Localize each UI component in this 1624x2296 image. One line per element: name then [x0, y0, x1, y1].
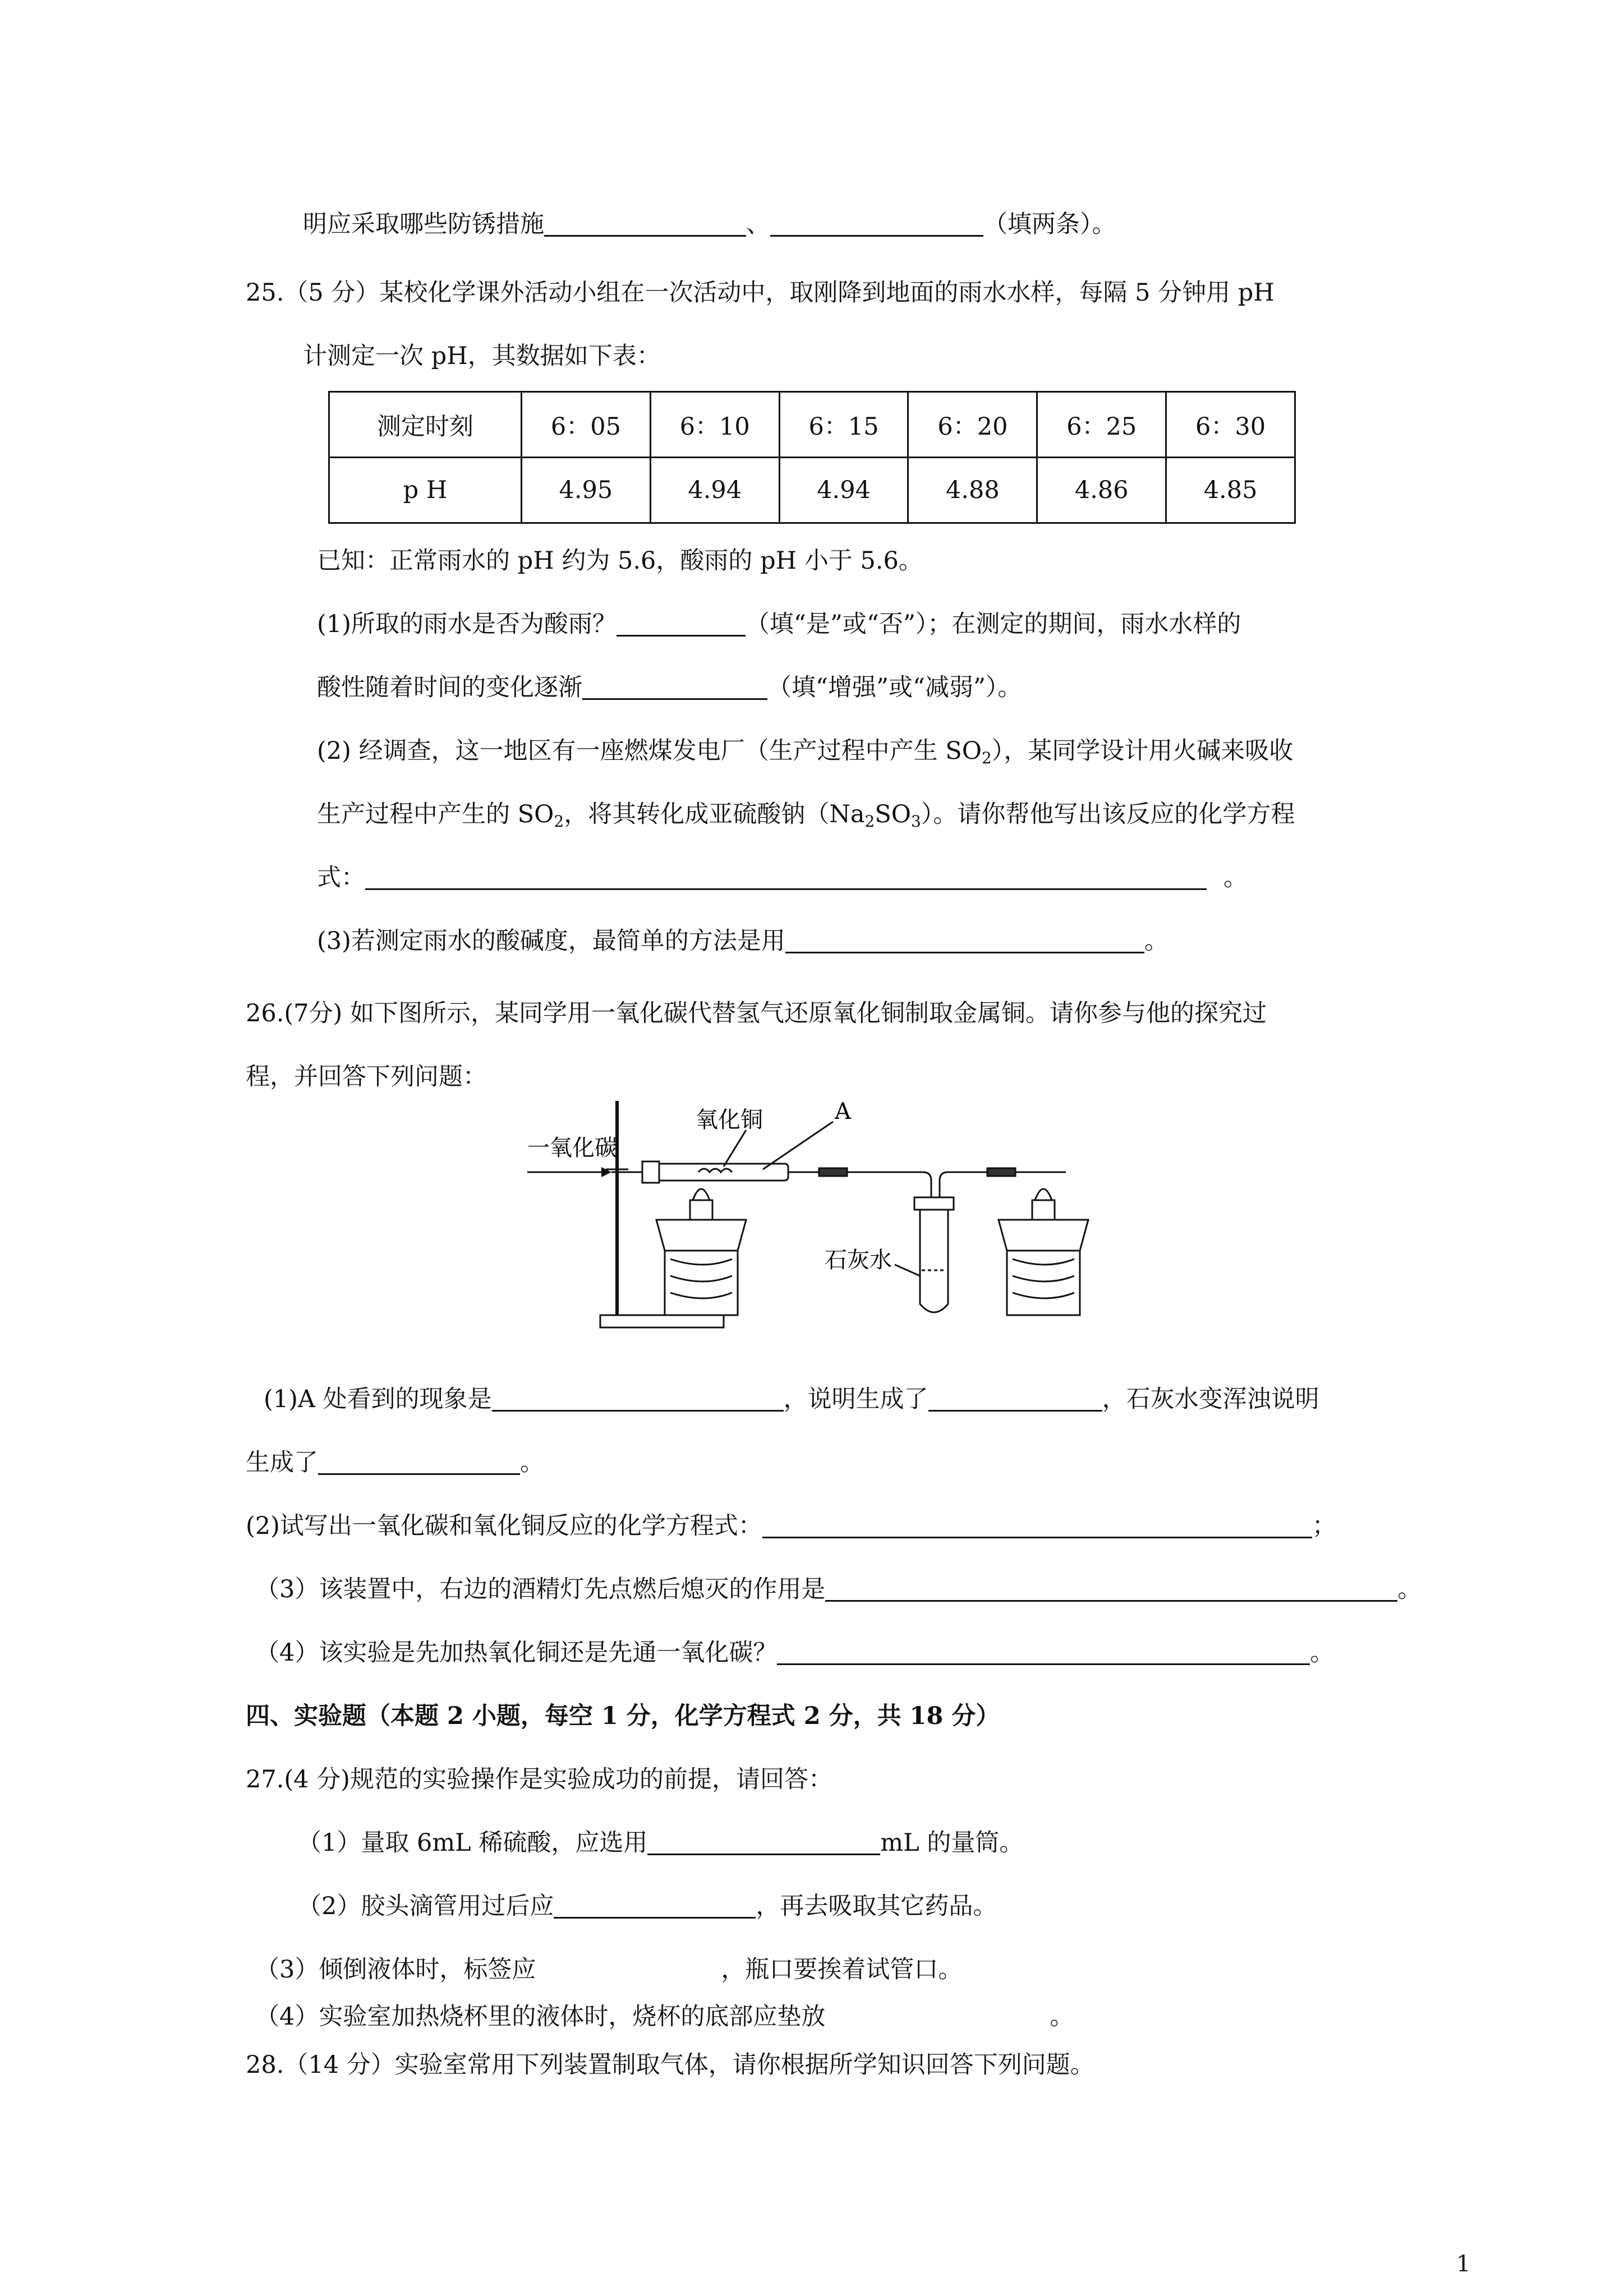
flame-right [1035, 1189, 1052, 1200]
lamp-wick-left [690, 1200, 712, 1220]
table-header-ph: p H [329, 458, 522, 523]
q27-part1: （1）量取 6mL 稀硫酸，应选用 mL 的量筒。 [297, 1829, 1024, 1857]
table-header-time: 测定时刻 [329, 392, 522, 458]
q26-part4: （4）该实验是先加热氧化铜还是先通一氧化碳？ 。 [255, 1639, 1335, 1667]
blank-26-6[interactable] [777, 1639, 1310, 1665]
q25-part1-line1: (1)所取的雨水是否为酸雨？ （填“是”或“否”）；在测定的期间，雨水水样的 [317, 610, 1241, 638]
tube-to-limewater [788, 1172, 931, 1203]
label-cuo: 氧化铜 [696, 1107, 763, 1133]
table-row [329, 458, 1295, 523]
q25-part2-line1: (2) 经调查，这一地区有一座燃煤发电厂（生产过程中产生 $SO_2$），某同学设计用火碱来吸收 [317, 737, 1294, 767]
table-cell: 6：10 [650, 392, 779, 458]
q24-tail-line: 明应采取哪些防锈措施 、 （填两条）。 [303, 210, 1116, 238]
q25-part2-line3: 式： 。 [317, 864, 1248, 892]
table-cell: 4.94 [650, 458, 779, 523]
q25-line1: 25.（5 分）某校化学课外活动小组在一次活动中，取刚降到地面的雨水水样，每隔 5 分钟用 pH [246, 279, 1275, 307]
blank-24-2[interactable] [770, 210, 983, 237]
test-tube [920, 1210, 948, 1312]
q25-known: 已知：正常雨水的 pH 约为 5.6，酸雨的 pH 小于 5.6。 [317, 547, 923, 575]
blank-27-3[interactable] [536, 1957, 721, 1982]
blank-27-2[interactable] [554, 1892, 756, 1919]
table-cell: 6：05 [522, 392, 651, 458]
blank-26-1[interactable] [492, 1385, 784, 1412]
ph-table [328, 391, 1296, 524]
flame-left [693, 1189, 710, 1200]
table-cell: 4.88 [908, 458, 1037, 523]
label-limewater: 石灰水 [825, 1247, 892, 1273]
q26-part1-line1: (1)A 处看到的现象是 ，说明生成了 ，石灰水变浑浊说明 [264, 1385, 1319, 1413]
blank-26-4[interactable] [762, 1512, 1312, 1538]
q26-part3: （3）该装置中，右边的酒精灯先点燃后熄灭的作用是 。 [255, 1575, 1422, 1603]
blank-26-3[interactable] [318, 1449, 520, 1475]
section-4-heading: 四、实验题（本题 2 小题，每空 1 分，化学方程式 2 分，共 18 分） [246, 1702, 1000, 1730]
table-cell: 4.95 [522, 458, 651, 523]
rubber-connector [819, 1168, 847, 1176]
table-cell: 6：25 [1037, 392, 1166, 458]
q25-line2: 计测定一次 pH，其数据如下表： [303, 342, 661, 370]
q25-part2-line2: 生产过程中产生的 $SO_2$，将其转化成亚硫酸钠$(Na_2SO_3)$。请你帮他写出该反应的化学方程 [317, 800, 1295, 831]
stopper [642, 1161, 659, 1183]
table-cell: 6：20 [908, 392, 1037, 458]
label-co: 一氧化碳 [527, 1135, 617, 1161]
blank-25-3[interactable] [365, 864, 1207, 890]
limewater-leader [895, 1265, 920, 1276]
test-tube-stopper [914, 1197, 954, 1210]
q25-part1-line2: 酸性随着时间的变化逐渐 （填“增强”或“减弱”）。 [317, 674, 1022, 702]
a-leader [763, 1122, 833, 1169]
q26-part1-line2: 生成了 。 [246, 1449, 544, 1477]
q26-part2: (2)试写出一氧化碳和氧化铜反应的化学方程式： ； [246, 1512, 1336, 1540]
q28-line1: 28.（14 分）实验室常用下列装置制取气体，请你根据所学知识回答下列问题。 [246, 2051, 1094, 2079]
stand-base [600, 1315, 724, 1327]
blank-27-1[interactable] [647, 1829, 880, 1855]
blank-25-2[interactable] [582, 674, 767, 700]
q26-line1: 26.(7分) 如下图所示，某同学用一氧化碳代替氢气还原氧化铜制取金属铜。请你参与他的探究过 [246, 999, 1267, 1027]
table-cell: 6：15 [779, 392, 908, 458]
q27-line1: 27.(4 分)规范的实验操作是实验成功的前提，请回答： [246, 1765, 832, 1794]
q27-part2: （2）胶头滴管用过后应 ，再去吸取其它药品。 [297, 1892, 997, 1920]
table-cell: 4.86 [1037, 458, 1166, 523]
blank-25-1[interactable] [617, 610, 746, 637]
blank-27-4[interactable] [825, 2004, 1050, 2029]
copper-oxide-powder [698, 1169, 732, 1172]
rubber-connector [987, 1168, 1015, 1176]
blank-26-2[interactable] [928, 1385, 1102, 1412]
table-cell: 4.94 [779, 458, 908, 523]
blank-25-4[interactable] [785, 927, 1144, 953]
alcohol-lamp-right [999, 1220, 1088, 1251]
q26-line2: 程，并回答下列问题： [246, 1063, 487, 1091]
blank-24-1[interactable] [544, 210, 746, 237]
q27-part4: （4）实验室加热烧杯里的液体时，烧杯的底部应垫放 。 [255, 2003, 1074, 2031]
table-cell: 6：30 [1166, 392, 1295, 458]
page-number: 1 [1456, 2251, 1471, 2277]
lamp-wick-right [1032, 1200, 1055, 1220]
table-row [329, 392, 1295, 458]
q27-part3: （3）倾倒液体时，标签应 ，瓶口要挨着试管口。 [255, 1956, 963, 1984]
blank-26-5[interactable] [825, 1575, 1397, 1602]
apparatus-figure [527, 1091, 1099, 1338]
cuo-leader [724, 1130, 746, 1167]
label-a: A [835, 1099, 851, 1124]
q25-part3: (3)若测定雨水的酸碱度，最简单的方法是用 。 [317, 927, 1168, 955]
table-cell: 4.85 [1166, 458, 1295, 523]
alcohol-lamp-left [656, 1220, 746, 1251]
